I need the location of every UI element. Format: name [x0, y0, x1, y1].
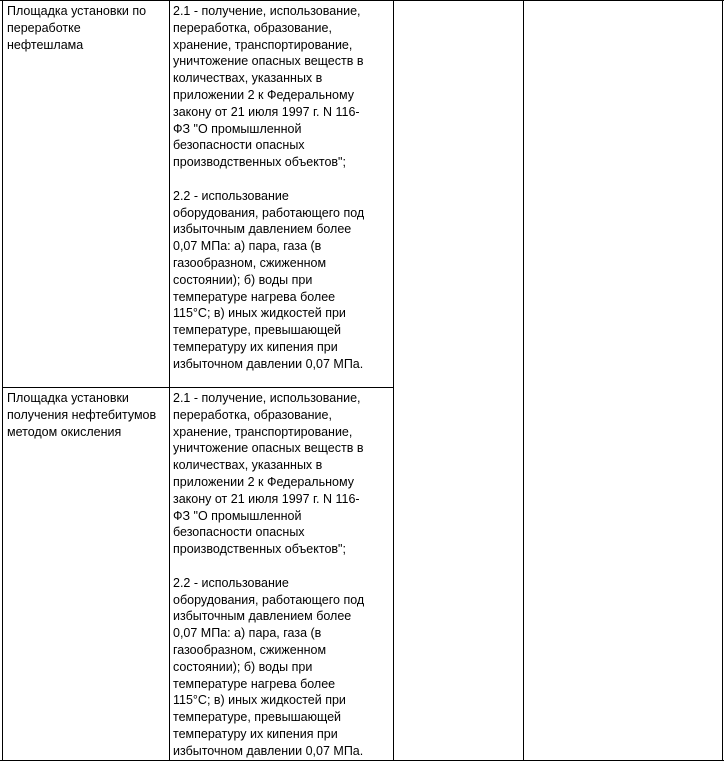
table-empty-column-4: [524, 1, 722, 760]
criterion-line: температуре, превышающей: [173, 710, 342, 725]
criterion-line: избыточным давлением более: [173, 222, 352, 237]
criterion-line: 2.2 - использование: [173, 575, 289, 590]
criterion-line: производственных объектов";: [173, 542, 346, 557]
criterion-line: состоянии); б) воды при: [173, 272, 313, 287]
paragraph-gap: [173, 171, 364, 188]
criterion-line: приложении 2 к Федеральному: [173, 87, 354, 102]
criterion-line: ФЗ "О промышленной: [173, 508, 302, 523]
row-2-name-line-3: методом окисления: [7, 424, 122, 439]
criterion-line: количествах, указанных в: [173, 458, 323, 473]
criterion-line: оборудования, работающего под: [173, 205, 365, 220]
criterion-line: избыточном давлении 0,07 МПа.: [173, 356, 364, 371]
criterion-line: 2.1 - получение, использование,: [173, 391, 361, 405]
row-1-name-line-1: Площадка установки по: [7, 4, 147, 18]
criterion-line: закону от 21 июля 1997 г. N 116-: [173, 491, 360, 506]
table-row-2-criteria-cell: [173, 390, 364, 760]
row-1-criterion-2-1: [173, 3, 364, 171]
row-1-criterion-2-2: [173, 188, 364, 373]
table-row-1-name-cell: [7, 3, 146, 53]
table-empty-column-3: [394, 1, 523, 760]
row-2-criterion-2-2: [173, 575, 364, 760]
criterion-line: температуре нагрева более: [173, 676, 336, 691]
criterion-line: температуру их кипения при: [173, 726, 338, 741]
criterion-line: безопасности опасных: [173, 138, 305, 153]
criterion-line: закону от 21 июля 1997 г. N 116-: [173, 104, 360, 119]
criterion-line: температуре нагрева более: [173, 289, 336, 304]
criterion-line: избыточном давлении 0,07 МПа.: [173, 743, 364, 758]
criterion-line: производственных объектов";: [173, 155, 346, 170]
criterion-line: хранение, транспортирование,: [173, 424, 353, 439]
row-2-criterion-2-1: [173, 390, 364, 558]
row-2-name-line-2: получения нефтебитумов: [7, 407, 157, 422]
row-2-name-line-1: Площадка установки: [7, 391, 129, 405]
row-1-name-line-3: нефтешлама: [7, 37, 84, 52]
criterion-line: оборудования, работающего под: [173, 592, 365, 607]
criterion-line: приложении 2 к Федеральному: [173, 474, 354, 489]
criterion-line: температуре, превышающей: [173, 323, 342, 338]
criterion-line: состоянии); б) воды при: [173, 659, 313, 674]
criterion-line: 2.1 - получение, использование,: [173, 4, 361, 18]
criterion-line: 2.2 - использование: [173, 188, 289, 203]
criterion-line: 0,07 МПа: а) пара, газа (в: [173, 626, 322, 641]
table-border-left: [2, 0, 3, 761]
criterion-line: количествах, указанных в: [173, 71, 323, 86]
column-divider-1: [169, 0, 170, 761]
criterion-line: газообразном, сжиженном: [173, 255, 327, 270]
row-divider: [2, 387, 394, 388]
criterion-line: 115°C; в) иных жидкостей при: [173, 306, 346, 321]
criterion-line: переработка, образование,: [173, 407, 332, 422]
table-border-right: [722, 0, 723, 761]
criterion-line: газообразном, сжиженном: [173, 642, 327, 657]
table-row-1-criteria-cell: [173, 3, 364, 373]
criterion-line: уничтожение опасных веществ в: [173, 54, 364, 69]
row-1-name-line-2: переработке: [7, 20, 81, 35]
paragraph-gap: [173, 558, 364, 575]
criterion-line: ФЗ "О промышленной: [173, 121, 302, 136]
criterion-line: температуру их кипения при: [173, 339, 338, 354]
criterion-line: 115°C; в) иных жидкостей при: [173, 693, 346, 708]
criterion-line: безопасности опасных: [173, 525, 305, 540]
criterion-line: уничтожение опасных веществ в: [173, 441, 364, 456]
criterion-line: переработка, образование,: [173, 20, 332, 35]
criterion-line: избыточным давлением более: [173, 609, 352, 624]
criterion-line: хранение, транспортирование,: [173, 37, 353, 52]
table-row-2-name-cell: [7, 390, 156, 440]
criterion-line: 0,07 МПа: а) пара, газа (в: [173, 239, 322, 254]
